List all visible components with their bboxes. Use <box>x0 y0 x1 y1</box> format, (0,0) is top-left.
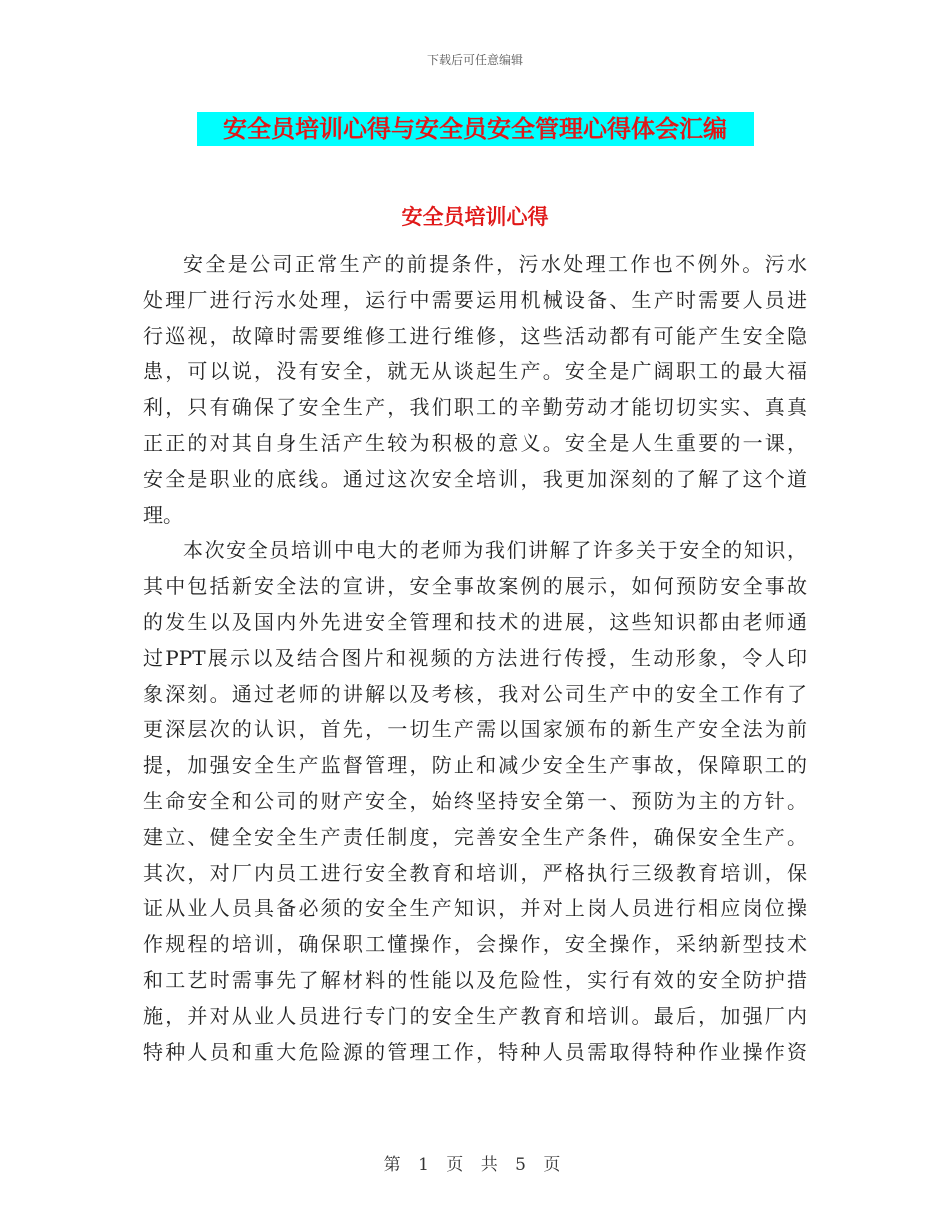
paragraph-line: 处理厂进行污水处理，运行中需要运用机械设备、生产时需要人员进 <box>143 287 807 312</box>
paragraph-line: 本次安全员培训中电大的老师为我们讲解了许多关于安全的知识， <box>183 538 807 563</box>
document-title-container <box>0 112 950 146</box>
paragraph-line: 其中包括新安全法的宣讲，安全事故案例的展示，如何预防安全事故 <box>143 574 807 599</box>
paragraph-line: 利，只有确保了安全生产，我们职工的辛勤劳动才能切切实实、真真 <box>143 395 807 420</box>
paragraph-line: 理。 <box>143 502 183 527</box>
page-header-note: 下载后可任意编辑 <box>426 53 523 67</box>
paragraph-line: 和工艺时需事先了解材料的性能以及危险性，实行有效的安全防护措 <box>143 967 807 992</box>
document-body <box>143 247 807 1070</box>
paragraph-line: 过PPT展示以及结合图片和视频的方法进行传授，生动形象，令人印 <box>143 645 807 670</box>
paragraph-line: 作规程的培训，确保职工懂操作，会操作，安全操作，采纳新型技术 <box>143 932 807 957</box>
paragraph-line: 生命安全和公司的财产安全，始终坚持安全第一、预防为主的方针。 <box>143 788 807 813</box>
paragraph-line: 建立、健全安全生产责任制度，完善安全生产条件，确保安全生产。 <box>143 824 807 849</box>
paragraph-1 <box>143 247 807 533</box>
paragraph-line: 更深层次的认识，首先，一切生产需以国家颁布的新生产安全法为前 <box>143 717 807 742</box>
paragraph-line: 象深刻。通过老师的讲解以及考核，我对公司生产中的安全工作有了 <box>143 681 807 706</box>
paragraph-line: 安全是公司正常生产的前提条件，污水处理工作也不例外。污水 <box>183 252 807 276</box>
paragraph-line: 行巡视，故障时需要维修工进行维修，这些活动都有可能产生安全隐 <box>143 323 807 348</box>
paragraph-line: 特种人员和重大危险源的管理工作，特种人员需取得特种作业操作资 <box>143 1039 807 1064</box>
paragraph-line: 安全是职业的底线。通过这次安全培训，我更加深刻的了解了这个道 <box>143 466 807 491</box>
paragraph-line: 其次，对厂内员工进行安全教育和培训，严格执行三级教育培训，保 <box>143 860 807 885</box>
paragraph-line: 正正的对其自身生活产生较为积极的意义。安全是人生重要的一课， <box>143 430 807 455</box>
paragraph-line: 施，并对从业人员进行专门的安全生产教育和培训。最后，加强厂内 <box>143 1003 807 1028</box>
paragraph-line: 提，加强安全生产监督管理，防止和减少安全生产事故，保障职工的 <box>143 753 807 778</box>
document-title: 安全员培训心得与安全员安全管理心得体会汇编 <box>197 112 754 146</box>
paragraph-line: 患，可以说，没有安全，就无从谈起生产。安全是广阔职工的最大福 <box>143 359 807 384</box>
section-title: 安全员培训心得 <box>401 205 549 229</box>
paragraph-2 <box>143 533 807 1070</box>
page-number-footer: 第 1 页 共 5 页 <box>383 1155 567 1175</box>
paragraph-line: 证从业人员具备必须的安全生产知识，并对上岗人员进行相应岗位操 <box>143 896 807 921</box>
paragraph-line: 的发生以及国内外先进安全管理和技术的进展，这些知识都由老师通 <box>143 609 807 634</box>
